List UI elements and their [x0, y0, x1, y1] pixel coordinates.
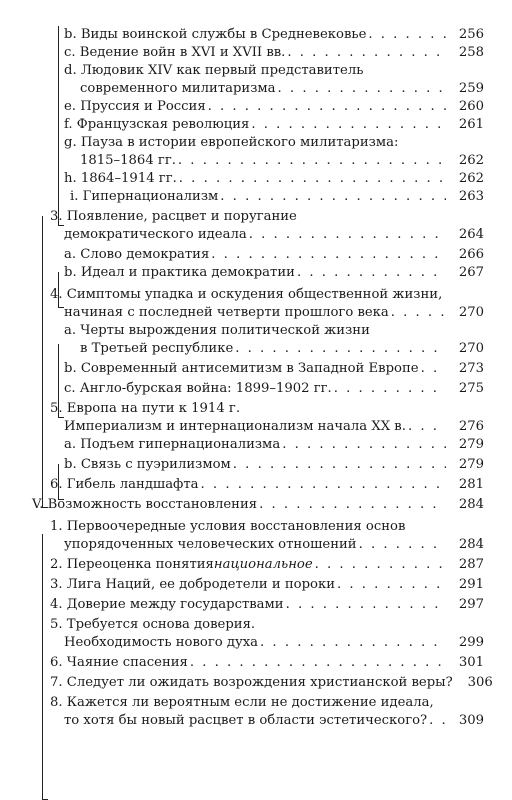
- toc-entry[interactable]: [64, 456, 484, 474]
- toc-entry-title-cont: начиная с последней четверти прошлого века: [64, 305, 389, 320]
- toc-entry-title: b. Идеал и практика демократии: [64, 265, 295, 280]
- toc-entry[interactable]: [64, 380, 484, 398]
- toc-entry-title: 4. Доверие между государствами: [50, 597, 284, 612]
- toc-entry[interactable]: [64, 360, 484, 378]
- toc-entry-title: f. Французская революция: [64, 117, 250, 132]
- toc-entry[interactable]: [64, 26, 484, 44]
- leader-dots: [208, 98, 446, 116]
- toc-entry[interactable]: [50, 476, 484, 494]
- leader-dots: [190, 654, 446, 672]
- toc-page-number: 262: [458, 171, 484, 186]
- toc-entry-chapter[interactable]: [32, 496, 484, 514]
- toc-page-number: 276: [458, 419, 484, 434]
- toc-entry-title: 8. Кажется ли вероятным если не достижение идеала,: [50, 695, 434, 710]
- toc-entry-title: a. Подъем гипернационализма: [64, 437, 281, 452]
- toc-entry[interactable]: [64, 264, 484, 282]
- toc-entry[interactable]: [50, 616, 484, 652]
- toc-entry[interactable]: [50, 400, 484, 436]
- toc-entry[interactable]: [50, 556, 484, 574]
- toc-entry-title: d. Людовик XIV как первый представитель: [64, 63, 364, 78]
- leader-dots: [334, 380, 446, 398]
- toc-entry[interactable]: [50, 576, 484, 594]
- toc-entry-title-cont: 1815–1864 гг.: [80, 153, 176, 168]
- toc-entry-title-cont: современного милитаризма: [80, 81, 276, 96]
- leader-dots: [278, 80, 446, 98]
- toc-entry-title: 4. Симптомы упадка и оскудения общественной жизни,: [50, 287, 443, 302]
- leader-dots: [259, 496, 446, 514]
- toc-entry-title-italic: национальное: [213, 557, 313, 572]
- toc-page-number: 264: [458, 227, 484, 242]
- leader-dots: [220, 188, 446, 206]
- toc-entry-title: 5. Европа на пути к 1914 г.: [50, 401, 241, 416]
- leader-dots: [178, 152, 446, 170]
- toc-entry-title: h. 1864–1914 гг.: [64, 171, 177, 186]
- toc-page-number: 279: [458, 437, 484, 452]
- toc-page-number: 281: [458, 477, 484, 492]
- leader-dots: [337, 576, 446, 594]
- toc-page-number: 261: [458, 117, 484, 132]
- leader-dots: [282, 436, 446, 454]
- leader-dots: [408, 418, 446, 436]
- toc-entry[interactable]: [70, 188, 484, 206]
- toc-entry[interactable]: [64, 44, 484, 62]
- toc-entry[interactable]: [50, 286, 484, 322]
- toc-entry-title: e. Пруссия и Россия: [64, 99, 206, 114]
- toc-entry-title-cont: то хотя бы новый расцвет в области эстетического?: [64, 713, 428, 728]
- toc-page-number: 287: [458, 557, 484, 572]
- toc-page-number: 262: [458, 153, 484, 168]
- leader-dots: [391, 304, 446, 322]
- toc-entry-title: b. Виды воинской службы в Средневековье: [64, 27, 367, 42]
- toc-entry[interactable]: [64, 116, 484, 134]
- toc-entry-title: b. Современный антисемитизм в Западной Европе: [64, 361, 419, 376]
- toc-page-number: 266: [458, 247, 484, 262]
- toc-entry-title: 3. Появление, расцвет и поругание: [50, 209, 297, 224]
- toc-entry[interactable]: [64, 98, 484, 116]
- toc-entry-title: a. Черты вырождения политической жизни: [64, 323, 370, 338]
- toc-entry-title-cont: Необходимость нового духа: [64, 635, 259, 650]
- toc-page-number: 284: [458, 537, 484, 552]
- leader-dots: [251, 116, 446, 134]
- toc-page-number: 273: [458, 361, 484, 376]
- leader-dots: [429, 712, 446, 730]
- toc-entry-title-cont: упорядоченных человеческих отношений: [64, 537, 357, 552]
- toc-entry-title-cont: в Третьей республике: [80, 341, 234, 356]
- bracket-rule-level2: [42, 534, 43, 800]
- leader-dots: [179, 170, 446, 188]
- leader-dots: [260, 634, 446, 652]
- toc-page-number: 258: [458, 45, 484, 60]
- leader-dots: [235, 340, 446, 358]
- leader-dots: [286, 596, 446, 614]
- toc-entry-title: a. Слово демократия: [64, 247, 210, 262]
- toc-page-number: 256: [458, 27, 484, 42]
- toc-entry-title: 1. Первоочередные условия восстановления основ: [50, 519, 406, 534]
- toc-entry[interactable]: [64, 322, 484, 358]
- toc-entry-title: i. Гипернационализм: [70, 189, 219, 204]
- toc-entry[interactable]: [50, 596, 484, 614]
- toc-page-number: 301: [458, 655, 484, 670]
- toc-page-number: 270: [458, 341, 484, 356]
- toc-entry[interactable]: [50, 674, 493, 692]
- toc-page-number: 299: [458, 635, 484, 650]
- toc-entry-title: c. Ведение войн в XVI и XVII вв.: [64, 45, 286, 60]
- toc-page-number: 267: [458, 265, 484, 280]
- toc-entry[interactable]: [50, 694, 484, 730]
- toc-entry-title: c. Англо-бурская война: 1899–1902 гг.: [64, 381, 332, 396]
- leader-dots: [249, 226, 446, 244]
- toc-page-number: 297: [458, 597, 484, 612]
- toc-page-number: 309: [458, 713, 484, 728]
- toc-entry-title: 2. Переоценка понятия: [50, 557, 214, 572]
- toc-entry[interactable]: [50, 654, 484, 672]
- toc-entry[interactable]: [64, 62, 484, 98]
- toc-page-number: 291: [458, 577, 484, 592]
- leader-dots: [211, 246, 446, 264]
- bracket-rule-level3: [58, 26, 59, 226]
- toc-entry-title-cont: демократического идеала: [64, 227, 247, 242]
- toc-page-number: 275: [458, 381, 484, 396]
- toc-entry[interactable]: [64, 246, 484, 264]
- leader-dots: [368, 26, 446, 44]
- bracket-rule-level2: [42, 216, 43, 508]
- toc-entry[interactable]: [50, 208, 484, 244]
- toc-page-number: 263: [458, 189, 484, 204]
- leader-dots: [315, 556, 446, 574]
- toc-page-number: 284: [458, 497, 484, 512]
- toc-page-number: 259: [458, 81, 484, 96]
- toc-entry[interactable]: [50, 518, 484, 554]
- toc-entry-title-cont: Империализм и интернационализм начала XX в.: [64, 419, 406, 434]
- leader-dots: [359, 536, 446, 554]
- toc-page-number: 306: [467, 675, 493, 690]
- toc-entry-title: 3. Лига Наций, ее добродетели и пороки: [50, 577, 336, 592]
- toc-entry[interactable]: [64, 170, 484, 188]
- toc-entry-title: b. Связь с пуэрилизмом: [64, 457, 231, 472]
- leader-dots: [297, 264, 446, 282]
- leader-dots: [421, 360, 446, 378]
- leader-dots: [201, 476, 446, 494]
- toc-entry[interactable]: [64, 436, 484, 454]
- toc-entry-title: g. Пауза в истории европейского милитаризма:: [64, 135, 399, 150]
- leader-dots: [233, 456, 446, 474]
- toc-entry-title: 6. Гибель ландшафта: [50, 477, 199, 492]
- toc-entry-title: 5. Требуется основа доверия.: [50, 617, 256, 632]
- toc-entry-title: 6. Чаяние спасения: [50, 655, 188, 670]
- toc-page-number: 279: [458, 457, 484, 472]
- toc-page-number: 270: [458, 305, 484, 320]
- toc-entry[interactable]: [64, 134, 484, 170]
- toc-page-number: 260: [458, 99, 484, 114]
- toc-entry-title: V. Возможность восстановления: [32, 497, 258, 512]
- leader-dots: [287, 44, 446, 62]
- toc-entry-title: 7. Следует ли ожидать возрождения христианской веры?: [50, 675, 453, 690]
